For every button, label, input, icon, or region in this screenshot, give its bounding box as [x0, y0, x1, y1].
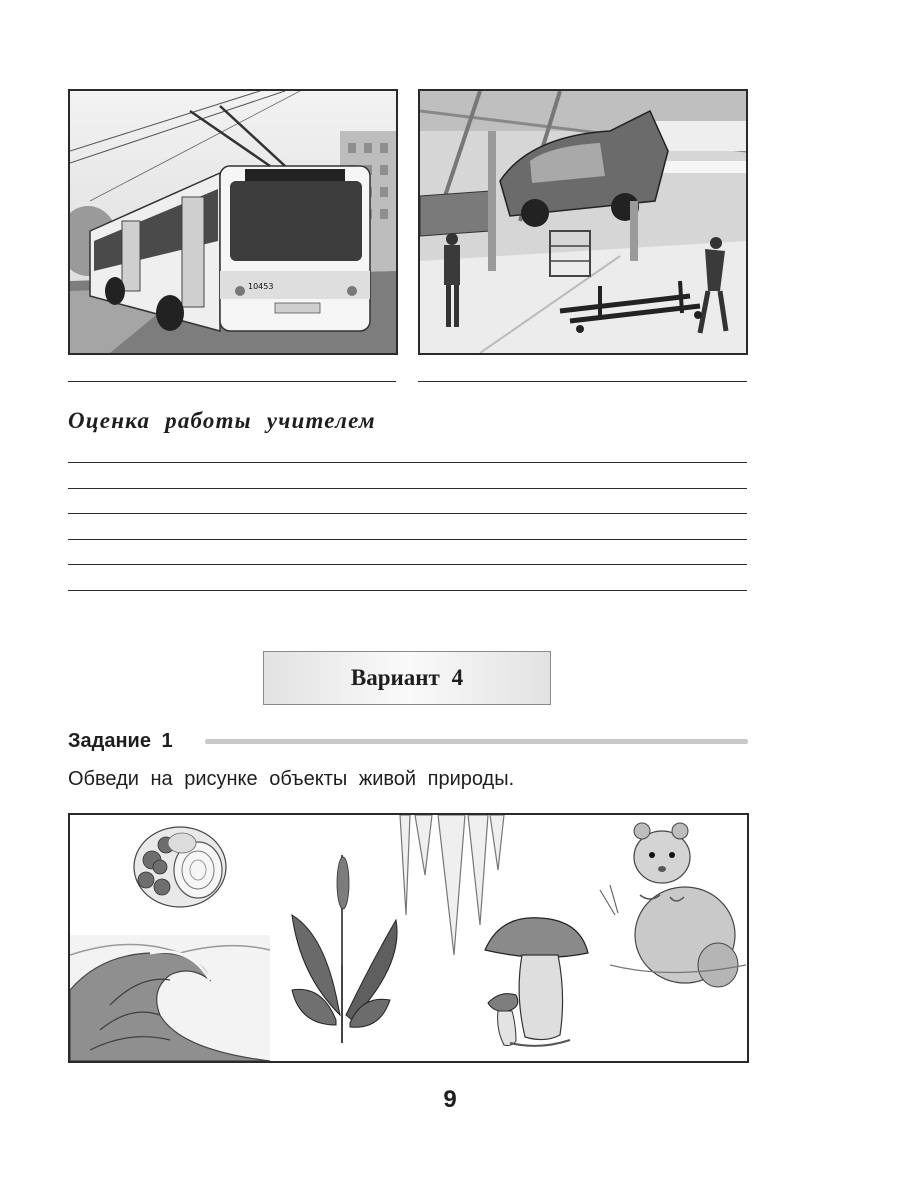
- assessment-line-3[interactable]: [68, 513, 747, 514]
- trolleybus-photo: [68, 89, 398, 355]
- assessment-line-4[interactable]: [68, 539, 747, 540]
- teacher-assessment-heading: Оценка работы учителем: [68, 408, 376, 433]
- answer-line-photo-1[interactable]: [68, 381, 396, 382]
- task-instruction: Обведи на рисунке объекты живой природы.: [68, 768, 515, 790]
- assessment-line-2[interactable]: [68, 488, 747, 489]
- plantain-drawing[interactable]: [292, 855, 397, 1043]
- task-title: Задание 1: [68, 730, 173, 752]
- stone-drawing[interactable]: [134, 827, 226, 907]
- nature-objects-illustration: [68, 813, 749, 1063]
- wave-drawing[interactable]: [70, 935, 270, 1061]
- answer-line-photo-2[interactable]: [418, 381, 747, 382]
- car-factory-photo: [418, 89, 748, 355]
- variant-label: Вариант 4: [263, 651, 551, 705]
- assessment-line-1[interactable]: [68, 462, 747, 463]
- task-title-rule: [205, 739, 748, 744]
- icicles-drawing[interactable]: [400, 815, 504, 955]
- assessment-line-6[interactable]: [68, 590, 747, 591]
- hamster-drawing[interactable]: [600, 823, 746, 987]
- page-number: 9: [443, 1086, 457, 1113]
- mushroom-drawing[interactable]: [485, 918, 588, 1046]
- assessment-line-5[interactable]: [68, 564, 747, 565]
- bus-fleet-number: 10453: [248, 282, 274, 291]
